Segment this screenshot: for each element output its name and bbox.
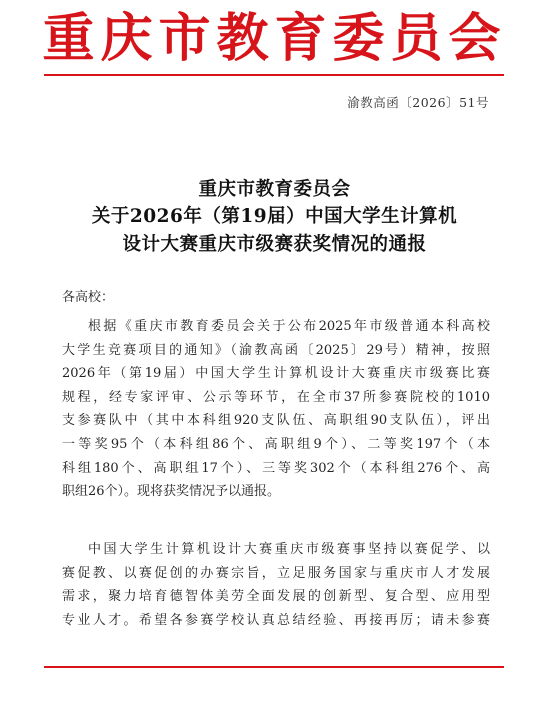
paragraph-1 <box>62 315 490 504</box>
footer-red-rule <box>44 666 504 668</box>
paragraph-line: 规程，经专家评审、公示等环节，在全市37所参赛院校的1010 <box>62 389 490 405</box>
paragraph-line: 2026年（第19届）中国大学生计算机设计大赛重庆市级赛比赛 <box>62 366 490 382</box>
salutation: 各高校： <box>62 290 115 305</box>
title-line-2: 关于2026年（第19届）中国大学生计算机 <box>91 206 458 227</box>
masthead-red-rule <box>44 74 504 76</box>
paragraph-line: 科组180个、高职组17个）、三等奖302个（本科组276个、高 <box>62 460 490 476</box>
title-line-3: 设计大赛重庆市级赛获奖情况的通报 <box>122 234 427 255</box>
paragraph-line: 根据《重庆市教育委员会关于公布2025年市级普通本科高校 <box>88 319 490 334</box>
title-line-1: 重庆市教育委员会 <box>198 179 351 200</box>
paragraph-line: 一等奖95个（本科组86个、高职组9个）、二等奖197个（本 <box>62 436 490 452</box>
paragraph-line: 支参赛队中（其中本科组920支队伍、高职组90支队伍），评出 <box>62 413 490 429</box>
paragraph-line: 职组26个）。现将获奖情况予以通报。 <box>62 484 281 500</box>
masthead-title: 重庆市教育委员会 <box>42 8 507 69</box>
paragraph-line: 专业人才。希望各参赛学校认真总结经验、再接再厉；请未参赛 <box>62 612 490 628</box>
paragraph-line: 中国大学生计算机设计大赛重庆市级赛事坚持以赛促学、以 <box>88 542 490 557</box>
paragraph-line: 大学生竞赛项目的通知》（渝教高函〔2025〕29号）精神，按照 <box>62 342 490 358</box>
paragraph-2 <box>62 538 490 632</box>
paragraph-line: 需求，聚力培育德智体美劳全面发展的创新型、复合型、应用型 <box>62 589 490 605</box>
paragraph-line: 赛促教、以赛促创的办赛宗旨，立足服务国家与重庆市人才发展 <box>62 565 490 581</box>
document-number: 渝教高函〔2026〕51号 <box>347 95 489 110</box>
